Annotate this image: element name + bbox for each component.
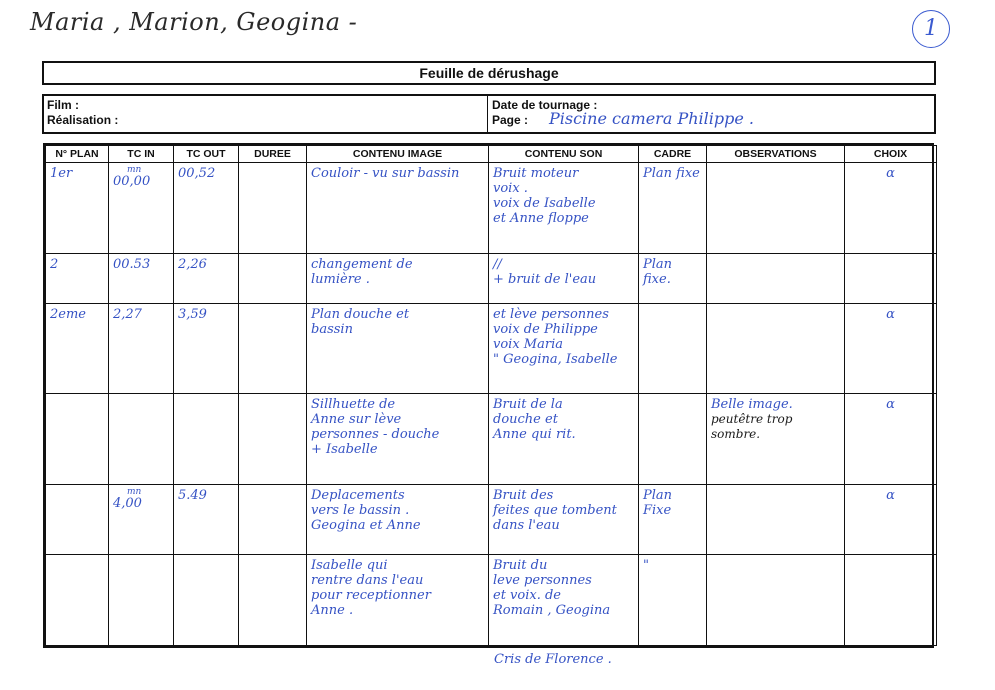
cadre-cell-line: Plan bbox=[643, 256, 673, 272]
son-cell-line: et lève personnes bbox=[493, 306, 609, 322]
image-cell bbox=[307, 303, 489, 394]
plan-cell: 2 bbox=[46, 253, 109, 303]
tc-in-unit: mn bbox=[127, 165, 142, 175]
tc-in-value: 2,27 bbox=[113, 306, 142, 322]
tc-in-cell bbox=[109, 555, 174, 646]
cadre-cell-line: Fixe bbox=[643, 502, 672, 518]
table-row bbox=[46, 253, 937, 303]
tc-out-cell bbox=[174, 555, 239, 646]
son-cell bbox=[489, 555, 639, 646]
tc-in-cell bbox=[109, 163, 174, 254]
image-cell-line: Anne . bbox=[311, 603, 354, 619]
film-label: Film : bbox=[47, 98, 79, 112]
cadre-cell-line: Plan bbox=[643, 487, 673, 503]
choix-cell: α bbox=[845, 163, 937, 254]
son-cell-line: voix . bbox=[493, 181, 528, 196]
col-tc-out-header: TC OUT bbox=[174, 146, 239, 163]
tc-out-cell: 5.49 bbox=[174, 484, 239, 554]
choix-cell bbox=[845, 555, 937, 646]
tc-in-cell bbox=[109, 303, 174, 394]
meta-box bbox=[42, 94, 936, 134]
page-value: Piscine camera Philippe . bbox=[549, 109, 754, 128]
tc-out-cell: 00,52 bbox=[174, 163, 239, 254]
cadre-cell-line: Plan fixe bbox=[643, 166, 700, 181]
tc-out-cell: 3,59 bbox=[174, 303, 239, 394]
cadre-cell bbox=[639, 484, 707, 554]
observations-cell bbox=[707, 484, 845, 554]
image-cell bbox=[307, 394, 489, 485]
tc-in-value: 4,00 bbox=[113, 495, 142, 511]
choix-cell: α bbox=[845, 394, 937, 485]
son-cell-line: Bruit de la bbox=[493, 397, 563, 413]
cadre-cell-line: fixe. bbox=[643, 271, 671, 287]
derushage-table bbox=[43, 143, 934, 648]
image-cell bbox=[307, 555, 489, 646]
sheet-title: Feuille de dérushage bbox=[42, 61, 936, 85]
tc-in-value: 00,00 bbox=[113, 174, 151, 189]
son-cell-line: Bruit du bbox=[493, 558, 548, 574]
duree-cell bbox=[239, 303, 307, 394]
col-plan-header: N° PLAN bbox=[46, 146, 109, 163]
cadre-cell bbox=[639, 253, 707, 303]
plan-cell: 2eme bbox=[46, 303, 109, 394]
observations-cell bbox=[707, 555, 845, 646]
son-cell-line: voix de Philippe bbox=[493, 321, 598, 337]
image-cell bbox=[307, 163, 489, 254]
image-cell bbox=[307, 484, 489, 554]
meta-divider bbox=[487, 96, 488, 132]
observations-cell bbox=[707, 253, 845, 303]
duree-cell bbox=[239, 484, 307, 554]
observations-cell bbox=[707, 394, 845, 485]
image-cell-line: Sillhuette de bbox=[311, 397, 396, 413]
choix-cell bbox=[845, 253, 937, 303]
image-cell-line: bassin bbox=[311, 321, 353, 337]
image-cell-line: vers le bassin . bbox=[311, 502, 410, 518]
col-duree-header: DUREE bbox=[239, 146, 307, 163]
duree-cell bbox=[239, 394, 307, 485]
son-cell-line: + bruit de l'eau bbox=[493, 271, 597, 287]
table-row bbox=[46, 394, 937, 485]
son-cell-line: leve personnes bbox=[493, 573, 592, 589]
duree-cell bbox=[239, 253, 307, 303]
table-row bbox=[46, 163, 937, 254]
son-cell-line: et voix. de bbox=[493, 588, 561, 604]
image-cell-line: Anne sur lève bbox=[311, 412, 402, 428]
duree-cell bbox=[239, 555, 307, 646]
handwritten-names: Maria , Marion, Geogina - bbox=[30, 8, 358, 36]
son-cell-line: dans l'eau bbox=[493, 517, 560, 533]
cadre-cell bbox=[639, 163, 707, 254]
son-cell-line: et Anne floppe bbox=[493, 211, 589, 226]
observations-cell bbox=[707, 163, 845, 254]
son-cell-line: Bruit moteur bbox=[493, 166, 579, 181]
date-label: Date de tournage : bbox=[492, 98, 598, 112]
image-cell-line: Plan douche et bbox=[311, 306, 410, 322]
image-cell-line: Geogina et Anne bbox=[311, 517, 421, 533]
son-cell-line: " Geogina, Isabelle bbox=[493, 351, 618, 367]
tc-out-cell bbox=[174, 394, 239, 485]
table-header-row bbox=[46, 146, 937, 163]
son-cell-line: douche et bbox=[493, 412, 558, 428]
table-row bbox=[46, 555, 937, 646]
son-cell-line: Anne qui rit. bbox=[493, 427, 576, 443]
image-cell-line: pour receptionner bbox=[311, 588, 431, 604]
image-cell-line: Couloir - vu sur bassin bbox=[311, 166, 460, 181]
tc-in-value: 00.53 bbox=[113, 256, 151, 272]
table-row bbox=[46, 484, 937, 554]
observations-cell bbox=[707, 303, 845, 394]
tc-in-cell bbox=[109, 253, 174, 303]
image-cell-line: lumière . bbox=[311, 271, 370, 287]
tc-out-cell: 2,26 bbox=[174, 253, 239, 303]
son-cell-line: voix de Isabelle bbox=[493, 196, 596, 211]
duree-cell bbox=[239, 163, 307, 254]
son-cell bbox=[489, 253, 639, 303]
col-observations-header: OBSERVATIONS bbox=[707, 146, 845, 163]
observation-black: peutêtre trop sombre. bbox=[711, 412, 793, 442]
page-label: Page : bbox=[492, 113, 529, 127]
col-son-header: CONTENU SON bbox=[489, 146, 639, 163]
image-cell-line: personnes - douche bbox=[311, 427, 440, 443]
tc-in-cell bbox=[109, 394, 174, 485]
cadre-cell bbox=[639, 303, 707, 394]
image-cell-line: Deplacements bbox=[311, 487, 405, 503]
plan-cell: 1er bbox=[46, 163, 109, 254]
plan-cell bbox=[46, 555, 109, 646]
son-cell-line: feites que tombent bbox=[493, 502, 617, 518]
choix-cell: α bbox=[845, 484, 937, 554]
tc-in-unit: mn bbox=[127, 486, 142, 497]
image-cell-line: changement de bbox=[311, 256, 413, 272]
observation-blue: Belle image. bbox=[711, 397, 793, 413]
son-cell-line: Bruit des bbox=[493, 487, 554, 503]
son-cell bbox=[489, 163, 639, 254]
meta-left bbox=[47, 98, 118, 128]
son-cell-line: Romain , Geogina bbox=[493, 603, 611, 619]
col-choix-header: CHOIX bbox=[845, 146, 937, 163]
son-cell bbox=[489, 303, 639, 394]
cadre-cell bbox=[639, 555, 707, 646]
son-cell bbox=[489, 484, 639, 554]
choix-cell: α bbox=[845, 303, 937, 394]
col-tc-in-header: TC IN bbox=[109, 146, 174, 163]
plan-cell bbox=[46, 394, 109, 485]
col-cadre-header: CADRE bbox=[639, 146, 707, 163]
son-cell-line: // bbox=[493, 256, 502, 272]
image-cell-line: rentre dans l'eau bbox=[311, 573, 424, 589]
realisation-label: Réalisation : bbox=[47, 113, 119, 127]
cadre-cell-line: " bbox=[643, 558, 649, 574]
table-row bbox=[46, 303, 937, 394]
plan-cell bbox=[46, 484, 109, 554]
overflow-note: Cris de Florence . bbox=[494, 652, 612, 667]
cadre-cell bbox=[639, 394, 707, 485]
son-cell bbox=[489, 394, 639, 485]
page-number-circle: 1 bbox=[912, 10, 950, 48]
son-cell-line: voix Maria bbox=[493, 336, 563, 352]
image-cell bbox=[307, 253, 489, 303]
image-cell-line: Isabelle qui bbox=[311, 558, 388, 574]
col-image-header: CONTENU IMAGE bbox=[307, 146, 489, 163]
image-cell-line: + Isabelle bbox=[311, 442, 378, 458]
tc-in-cell bbox=[109, 484, 174, 554]
